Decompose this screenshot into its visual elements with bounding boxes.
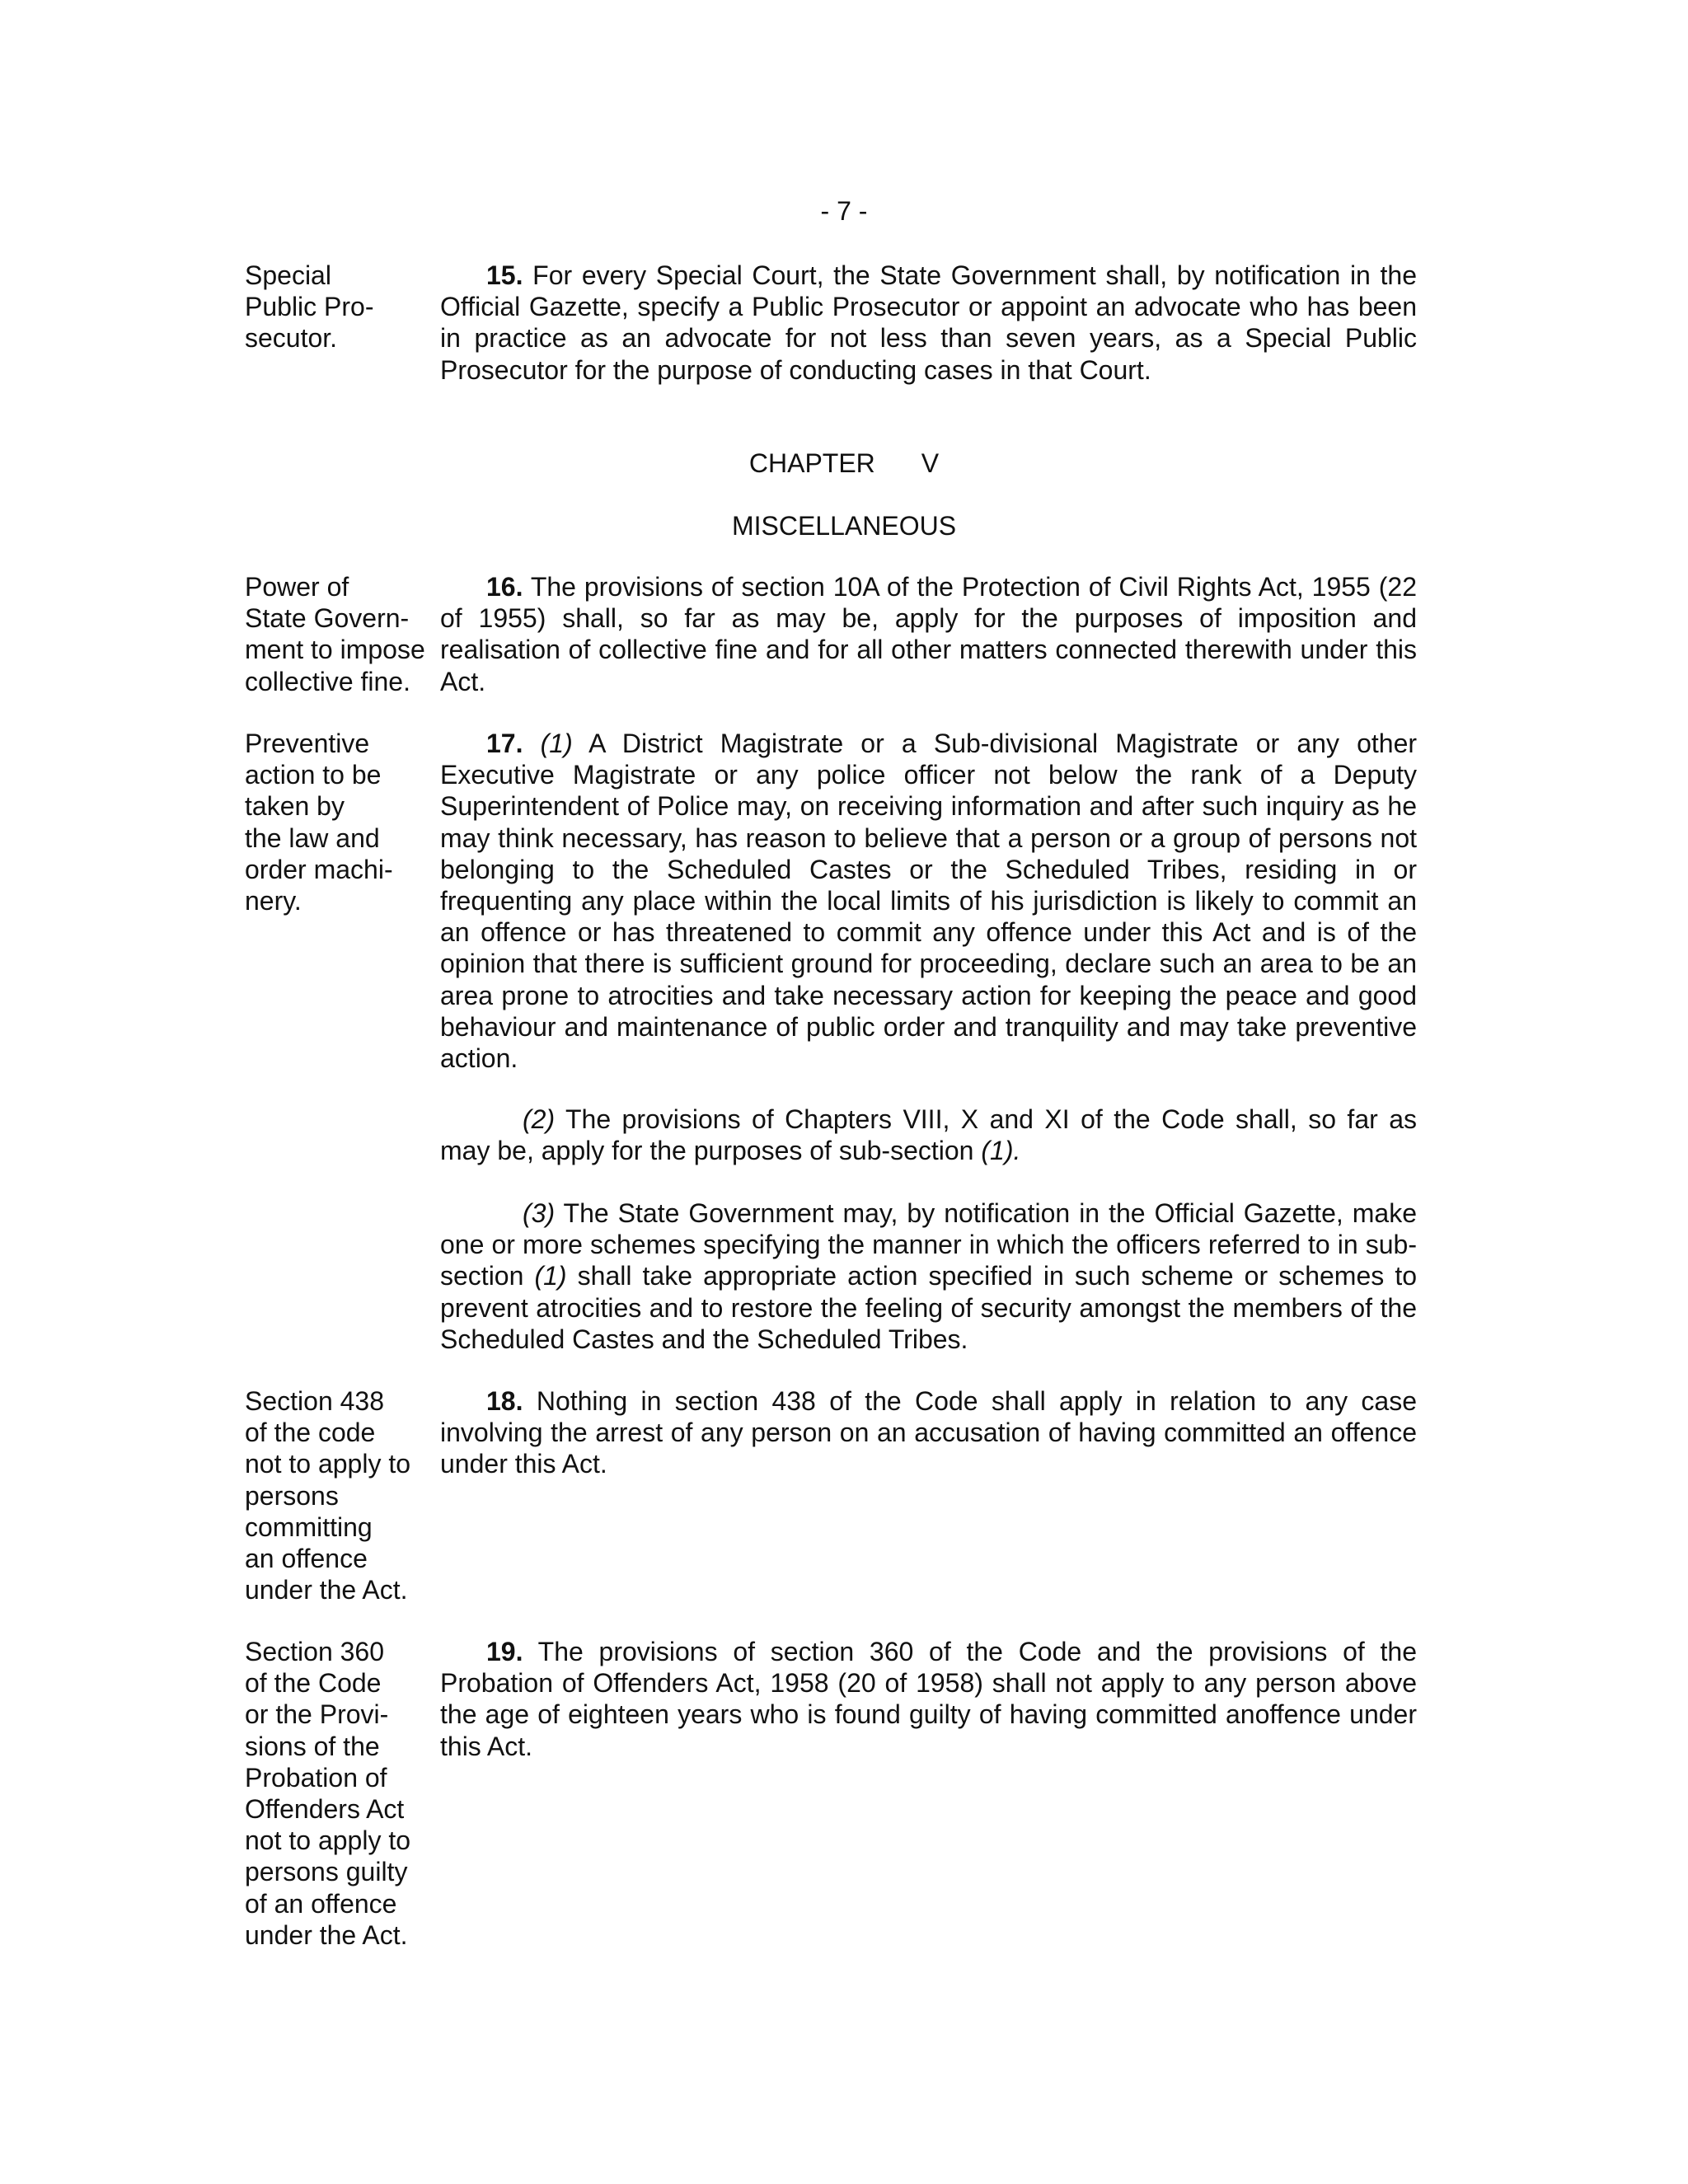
chapter-word: CHAPTER [748,448,875,478]
section-number: 17. [486,729,523,758]
margin-note: Preventive action to be taken by the law and order machi- nery. [245,729,393,916]
section-text: The provisions of section 10A of the Protection of Civil Rights Act, 1955 (22 of 1955) shall, so far as may be, apply for the purposes of imposition and realisation of collective fine and for all other matters connected therewith under this Act. [440,572,1418,696]
margin-note: Section 360 of the Code or the Provi- sions of the Probation of Offenders Act not to apply to persons guilty of an offence under the Act. [245,1637,411,1950]
section-body [440,571,1417,697]
section-body [440,260,1417,386]
clause-number: (2) [523,1104,556,1134]
section-body [440,728,1417,1074]
page-number: - 7 - [820,196,868,226]
clause-number: (3) [523,1198,556,1228]
clause-text: The provisions of Chapters VIII, X and XI of the Code shall, so far as may be, apply for the purposes of sub-section [440,1104,1418,1166]
section-number: 15. [486,260,523,290]
clause-text: The State Government may, by notification in the Official Gazette, make one or more schemes specifying the manner in which the officers referred to in sub-section [440,1198,1418,1291]
chapter-heading [0,447,1688,480]
section-body [440,1636,1417,1762]
margin-note: Section 438 of the code not to apply to persons committing an offence under the Act. [245,1386,411,1605]
clause-reference: (1). [981,1136,1021,1166]
section-body [440,1385,1417,1480]
section-number: 19. [486,1637,523,1666]
section-number: 16. [486,572,523,602]
section-text: For every Special Court, the State Government shall, by notification in the Official Gazette, specify a Public Prosecutor or appoint an advocate who has been in practice as an advocate for not less than seven years, as a Special Public Prosecutor for the purpose of conducting cases in that Court. [440,260,1418,385]
chapter-numeral: V [921,448,940,478]
section-text: Nothing in section 438 of the Code shall apply in relation to any case involving the arrest of any person on an accusation of having committed an offence under this Act. [440,1386,1417,1479]
section-text: A District Magistrate or a Sub-divisional Magistrate or any other Executive Magistrate or any police officer not below the rank of a Deputy Superintendent of Police may, on receiving information and after such inquiry as he may think necessary, has reason to believe that a person or a group of persons not belonging to the Scheduled Castes or the Scheduled Tribes, residing in or frequenting any place within the local limits of his jurisdiction is likely to commit an an offence or has threatened to commit any offence under this Act and is of the opinion that there is sufficient ground for proceeding, declare such an area to be an area prone to atrocities and take necessary action for keeping the peace and good behaviour and maintenance of public order and tranquility and may take preventive action. [440,729,1418,1074]
margin-note: Power of State Govern- ment to impose collective fine. [245,572,425,696]
part-title: MISCELLANEOUS [731,511,957,541]
section-number: 18. [486,1386,523,1416]
margin-note: Special Public Pro- secutor. [245,260,374,354]
section-text: The provisions of section 360 of the Code and the provisions of the Probation of Offenders Act, 1958 (20 of 1958) shall not apply to any person above the age of eighteen years who is found guilty of having committed anoffence under this Act. [440,1637,1418,1761]
clause-reference: (1) [534,1261,567,1291]
clause-body [440,1104,1417,1166]
clause-number: (1) [540,729,573,758]
clause-text-continued: shall take appropriate action specified in such scheme or schemes to prevent atrocities and to restore the feeling of security amongst the members of the Scheduled Castes and the Scheduled Tribes. [440,1261,1418,1354]
clause-body [440,1197,1417,1355]
